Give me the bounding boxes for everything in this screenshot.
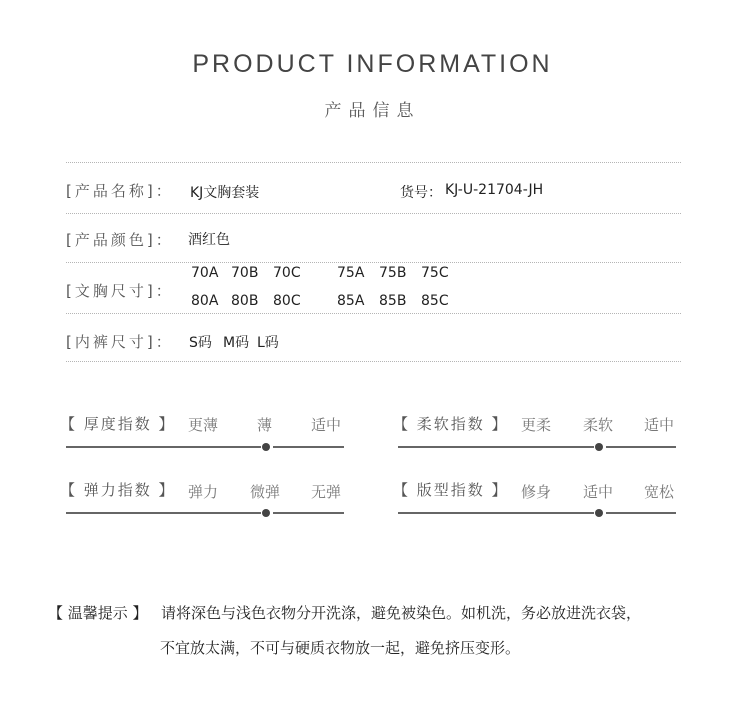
scale-level-label: 更薄 bbox=[188, 416, 219, 434]
scale-level-label: 微弹 bbox=[250, 483, 281, 501]
scale-level-label: 更柔 bbox=[521, 416, 552, 434]
scale-track bbox=[66, 512, 261, 514]
scale-track bbox=[398, 512, 594, 514]
panty-size-item: L码 bbox=[257, 335, 279, 351]
warm-tip-line-1: 请将深色与浅色衣物分开洗涤，避免被染色。如机洗，务必放进洗衣袋， bbox=[161, 604, 642, 622]
bra-size-item: 75A bbox=[337, 265, 365, 281]
bra-size-label: [文胸尺寸]： bbox=[66, 282, 174, 300]
product-name-value: KJ文胸套装 bbox=[190, 185, 260, 201]
bra-size-item: 85B bbox=[379, 293, 407, 309]
divider-line bbox=[66, 313, 681, 314]
bra-size-item: 80C bbox=[273, 293, 301, 309]
scale-track bbox=[273, 446, 344, 448]
sku-label: 货号： bbox=[400, 185, 442, 201]
scale-level-label: 弹力 bbox=[188, 483, 219, 501]
divider-line bbox=[66, 361, 681, 362]
scale-level-label: 薄 bbox=[257, 416, 273, 434]
panty-size-item: S码 bbox=[189, 335, 212, 351]
fit-index-label: 【 版型指数 】 bbox=[393, 481, 509, 499]
scale-track bbox=[606, 446, 676, 448]
divider-line bbox=[66, 262, 681, 263]
scale-level-label: 宽松 bbox=[644, 483, 675, 501]
page-title-en: PRODUCT INFORMATION bbox=[192, 50, 553, 78]
bra-size-item: 85A bbox=[337, 293, 365, 309]
scale-level-label: 修身 bbox=[521, 483, 552, 501]
scale-marker bbox=[262, 443, 270, 451]
bra-size-item: 75C bbox=[421, 265, 449, 281]
product-color-label: [产品颜色]： bbox=[66, 231, 174, 249]
scale-marker bbox=[262, 509, 270, 517]
bra-size-item: 80A bbox=[191, 293, 219, 309]
scale-level-label: 适中 bbox=[644, 416, 675, 434]
divider-line bbox=[66, 213, 681, 214]
page-title-cn: 产品信息 bbox=[324, 101, 421, 121]
bra-size-item: 70C bbox=[273, 265, 301, 281]
elasticity-index-label: 【 弹力指数 】 bbox=[60, 481, 176, 499]
scale-marker bbox=[595, 443, 603, 451]
scale-level-label: 柔软 bbox=[583, 416, 614, 434]
scale-track bbox=[606, 512, 676, 514]
thickness-index-label: 【 厚度指数 】 bbox=[60, 415, 176, 433]
bra-size-item: 75B bbox=[379, 265, 407, 281]
scale-level-label: 适中 bbox=[311, 416, 342, 434]
product-name-label: [产品名称]： bbox=[66, 182, 174, 200]
scale-level-label: 无弹 bbox=[311, 483, 342, 501]
softness-index-label: 【 柔软指数 】 bbox=[393, 415, 509, 433]
divider-line bbox=[66, 162, 681, 163]
bra-size-item: 70B bbox=[231, 265, 259, 281]
panty-size-item: M码 bbox=[223, 335, 250, 351]
sku-value: KJ-U-21704-JH bbox=[445, 182, 544, 198]
bra-size-item: 85C bbox=[421, 293, 449, 309]
panty-size-label: [内裤尺寸]： bbox=[66, 333, 174, 351]
warm-tip-label: 【 温馨提示 】 bbox=[48, 604, 148, 622]
scale-track bbox=[273, 512, 344, 514]
scale-level-label: 适中 bbox=[583, 483, 614, 501]
bra-size-item: 80B bbox=[231, 293, 259, 309]
scale-track bbox=[398, 446, 594, 448]
bra-size-item: 70A bbox=[191, 265, 219, 281]
scale-track bbox=[66, 446, 261, 448]
scale-marker bbox=[595, 509, 603, 517]
product-color-value: 酒红色 bbox=[188, 232, 230, 248]
warm-tip-line-2: 不宜放太满，不可与硬质衣物放一起，避免挤压变形。 bbox=[160, 639, 521, 657]
